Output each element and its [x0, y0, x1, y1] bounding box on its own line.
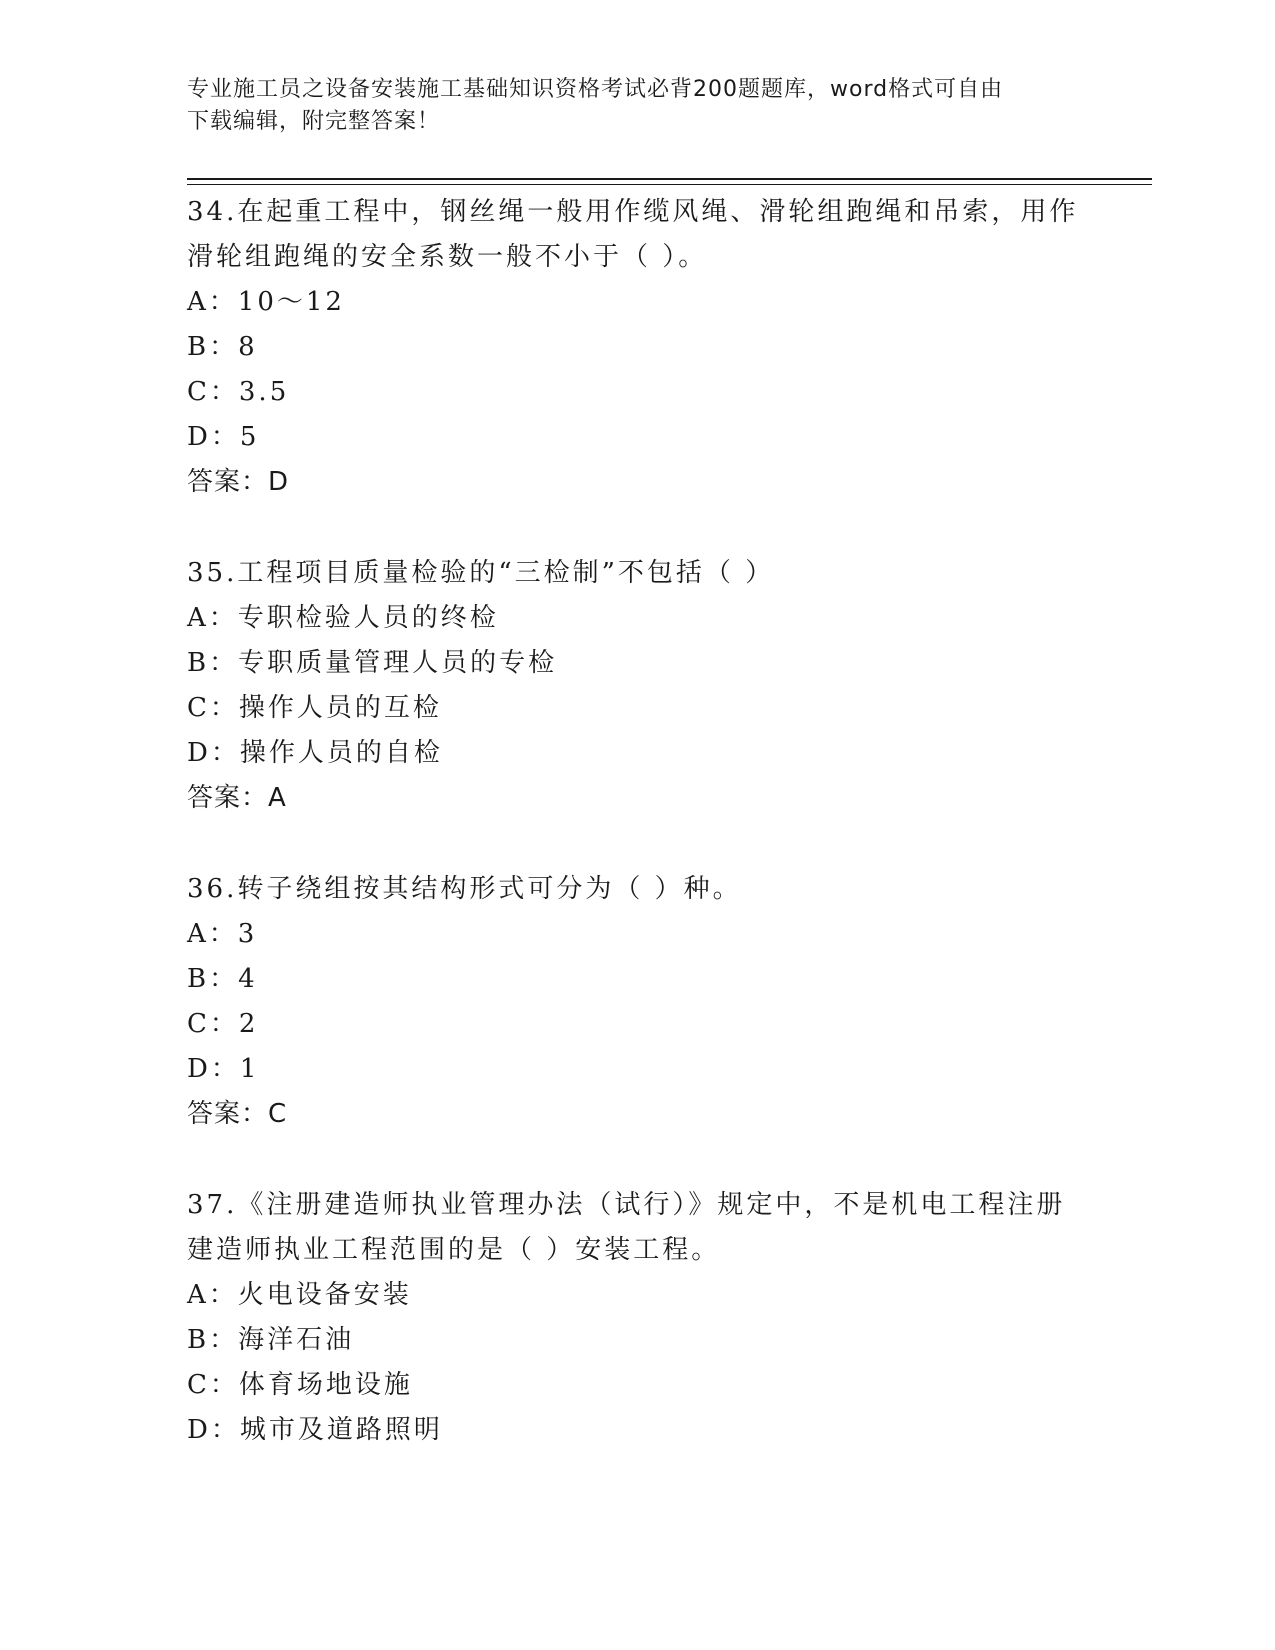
answer: 答案：A [187, 783, 287, 813]
option-b: B：4 [187, 964, 258, 994]
header-line-1: 专业施工员之设备安装施工基础知识资格考试必背200题题库，word格式可自由 [187, 77, 1004, 102]
question-text-line-1: 34.在起重工程中，钢丝绳一般用作缆风绳、滑轮组跑绳和吊索，用作 [187, 197, 1079, 227]
question-35 [187, 551, 1087, 821]
question-34 [187, 190, 1087, 505]
question-text-line-1: 36.转子绕组按其结构形式可分为（ ）种。 [187, 874, 742, 904]
option-a: A：火电设备安装 [187, 1280, 412, 1310]
option-b: B：海洋石油 [187, 1325, 355, 1355]
option-d: D：城市及道路照明 [187, 1415, 443, 1445]
option-d: D：1 [187, 1054, 260, 1084]
option-c: C：体育场地设施 [187, 1370, 413, 1400]
option-a: A：10～12 [187, 287, 345, 317]
option-a: A：专职检验人员的终检 [187, 603, 499, 633]
option-c: C：3.5 [187, 377, 290, 407]
question-37 [187, 1183, 1087, 1453]
question-text-line-1: 35.工程项目质量检验的“三检制”不包括（ ） [187, 558, 775, 588]
question-text-line-1: 37.《注册建造师执业管理办法（试行）》规定中，不是机电工程注册 [187, 1190, 1066, 1220]
question-text-line-2: 滑轮组跑绳的安全系数一般不小于（ ）。 [187, 242, 708, 272]
option-c: C：操作人员的互检 [187, 693, 442, 723]
question-text-line-2: 建造师执业工程范围的是（ ）安装工程。 [187, 1235, 721, 1265]
document-header [187, 74, 1067, 138]
option-b: B：专职质量管理人员的专检 [187, 648, 558, 678]
question-list [187, 190, 1087, 1499]
option-a: A：3 [187, 919, 258, 949]
header-divider-thick [187, 178, 1152, 180]
option-d: D：5 [187, 422, 260, 452]
answer: 答案：C [187, 1099, 288, 1129]
answer: 答案：D [187, 467, 290, 497]
header-line-2: 下载编辑，附完整答案！ [187, 109, 441, 134]
question-36 [187, 867, 1087, 1137]
option-c: C：2 [187, 1009, 259, 1039]
option-d: D：操作人员的自检 [187, 738, 443, 768]
header-divider-thin [187, 184, 1152, 185]
option-b: B：8 [187, 332, 258, 362]
